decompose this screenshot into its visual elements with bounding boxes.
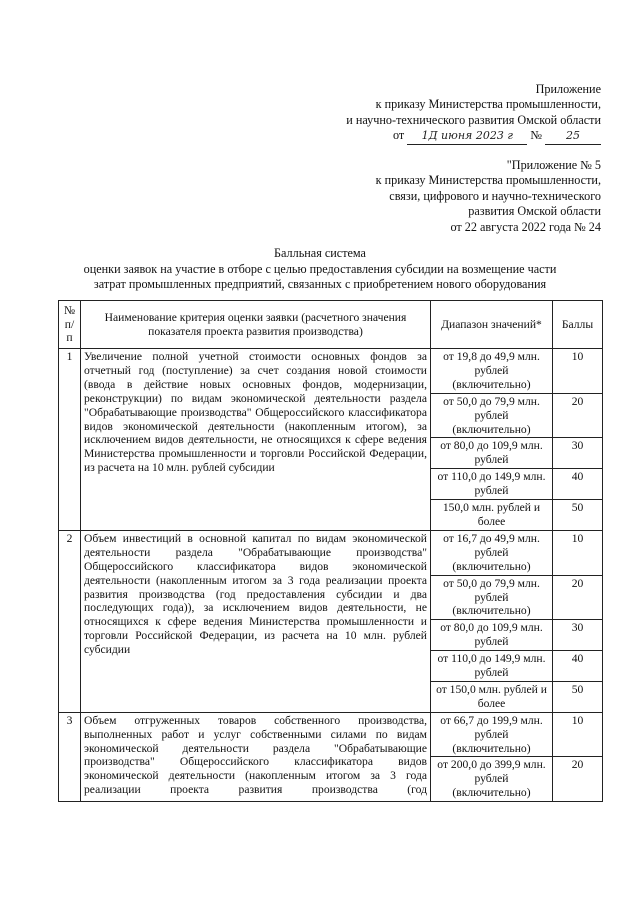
header-criterion: Наименование критерия оценки заявки (расчетного значения показателя проекта развития производства)	[81, 301, 431, 349]
score-cell: 20	[553, 757, 603, 802]
criterion-text: Увеличение полной учетной стоимости основных фондов за отчетный год (поступление) за счет создания новой стоимости (ввода в действие новых основных фондов, модернизации, реконструкции) по видам экономической деятельности раздела "Обрабатывающие производства" Общероссийского классификатора видов экономической деятельности (накопленным итогом), за исключением видов деятельности, не относящихся к сфере ведения Министерства промышленности и торговли Российской Федерации, из расчета на 10 млн. рублей субсидии	[81, 349, 431, 531]
range-cell: от 150,0 млн. рублей и более	[431, 681, 553, 712]
date-prefix: от	[392, 128, 405, 143]
prev-appendix-line-2: к приказу Министерства промышленности,	[375, 173, 601, 188]
criterion-text: Объем инвестиций в основной капитал по видам экономической деятельности раздела "Обрабатывающие производства" Общероссийского классификатора видов экономической деятельности (накопленным итогом за 3 года реализации проекта развития производства (год предоставления субсидии и два последующих года)), за исключением видов деятельности, не относящихся к сфере ведения Министерства промышленности и торговли Российской Федерации, из расчета на 10 млн. рублей субсидии	[81, 530, 431, 712]
previous-appendix-reference	[376, 158, 601, 235]
row-number: 1	[59, 349, 81, 531]
number-sign: №	[530, 128, 542, 143]
range-cell: от 19,8 до 49,9 млн. рублей (включительно)	[431, 349, 553, 394]
appendix-title: Приложение	[535, 82, 601, 96]
table-row	[59, 349, 603, 394]
appendix-header	[346, 82, 601, 145]
score-cell: 40	[553, 469, 603, 500]
header-range: Диапазон значений*	[431, 301, 553, 349]
range-cell: от 50,0 до 79,9 млн. рублей (включительно)	[431, 393, 553, 438]
range-cell: от 50,0 до 79,9 млн. рублей (включительно)	[431, 575, 553, 620]
row-number: 2	[59, 530, 81, 712]
table-header-row	[59, 301, 603, 349]
row-number: 3	[59, 712, 81, 801]
score-cell: 30	[553, 438, 603, 469]
score-cell: 20	[553, 393, 603, 438]
header-score: Баллы	[553, 301, 603, 349]
table-row	[59, 712, 603, 757]
prev-appendix-line-3: связи, цифрового и научно-технического	[389, 188, 601, 203]
range-cell: от 200,0 до 399,9 млн. рублей (включительно)	[431, 757, 553, 802]
title-line-1: Балльная система	[274, 246, 366, 260]
score-cell: 10	[553, 349, 603, 394]
prev-appendix-line-4: развития Омской области	[468, 204, 601, 219]
table-row	[59, 530, 603, 575]
document-title	[40, 246, 600, 293]
score-cell: 50	[553, 500, 603, 531]
range-cell: от 80,0 до 109,9 млн. рублей	[431, 620, 553, 651]
score-cell: 10	[553, 530, 603, 575]
score-cell: 20	[553, 575, 603, 620]
appendix-line-2: и научно-технического развития Омской области	[346, 112, 601, 127]
handwritten-number: 25	[545, 128, 601, 144]
score-cell: 30	[553, 620, 603, 651]
prev-appendix-line-1: "Приложение № 5	[506, 158, 601, 172]
range-cell: от 16,7 до 49,9 млн. рублей (включительно)	[431, 530, 553, 575]
range-cell: от 80,0 до 109,9 млн. рублей	[431, 438, 553, 469]
range-cell: от 110,0 до 149,9 млн. рублей	[431, 651, 553, 682]
prev-appendix-line-5: от 22 августа 2022 года № 24	[450, 219, 601, 234]
criteria-table	[58, 300, 603, 802]
range-cell: от 66,7 до 199,9 млн. рублей (включительно)	[431, 712, 553, 757]
title-line-3: затрат промышленных предприятий, связанных с приобретением нового оборудования	[93, 277, 547, 292]
title-line-2: оценки заявок на участие в отборе с целью предоставления субсидии на возмещение части	[83, 261, 557, 276]
handwritten-date: 1Д июня 2023 г	[407, 128, 527, 144]
range-cell: от 110,0 до 149,9 млн. рублей	[431, 469, 553, 500]
score-cell: 40	[553, 651, 603, 682]
range-cell: 150,0 млн. рублей и более	[431, 500, 553, 531]
score-cell: 10	[553, 712, 603, 757]
order-date-number-line	[346, 128, 601, 144]
header-number: № п/п	[59, 301, 81, 349]
criterion-text: Объем отгруженных товаров собственного производства, выполненных работ и услуг собственными силами по видам экономической деятельности раздела "Обрабатывающие производства" Общероссийского классификатора видов экономической деятельности (накопленным итогом за 3 года реализации проекта развития производства (год	[81, 712, 431, 801]
appendix-line-1: к приказу Министерства промышленности,	[375, 97, 601, 112]
score-cell: 50	[553, 681, 603, 712]
